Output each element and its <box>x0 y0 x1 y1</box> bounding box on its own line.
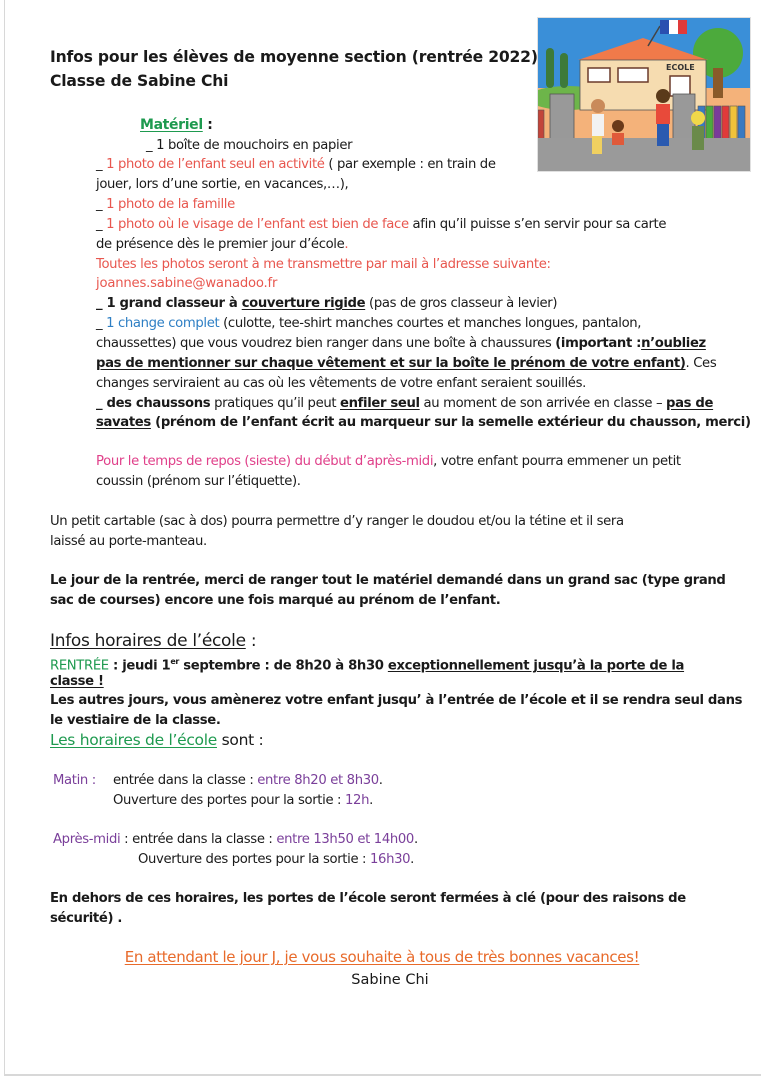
autres-jours-paragraph: Les autres jours, vous amènerez votre enfant jusqu’ à l’entrée de l’école et il se rendra seul dans <box>50 693 743 708</box>
cartable-paragraph-continuation: laissé au porte-manteau. <box>50 534 207 549</box>
list-item-continuation: pas de mentionner sur chaque vêtement et sur la boîte le prénom de votre enfant). Ces <box>96 356 717 371</box>
list-item: _ 1 photo de l’enfant seul en activité ( par exemple : en train de <box>96 157 496 172</box>
apres-midi-entree: Après-midi : entrée dans la classe : entre 13h50 et 14h00. <box>53 832 418 847</box>
apres-midi-sortie: Ouverture des portes pour la sortie : 16h30. <box>138 852 414 867</box>
list-item-continuation: de présence dès le premier jour d’école. <box>96 237 349 252</box>
signature: Sabine Chi <box>351 972 429 988</box>
materiel-heading <box>140 115 213 136</box>
list-item: _ 1 boîte de mouchoirs en papier <box>146 138 353 153</box>
list-item-continuation: savates (prénom de l’enfant écrit au marqueur sur la semelle extérieur du chausson, merci) <box>96 415 751 430</box>
rentree-bag-paragraph: Le jour de la rentrée, merci de ranger tout le matériel demandé dans un grand sac (type grand <box>50 573 726 588</box>
school-illustration-icon <box>537 17 751 172</box>
matin-sortie: Ouverture des portes pour la sortie : 12h. <box>113 793 373 808</box>
email-address[interactable]: joannes.sabine@wanadoo.fr <box>96 276 278 291</box>
closing-wish: En attendant le jour J, je vous souhaite à tous de très bonnes vacances! <box>124 948 640 966</box>
rentree-label: RENTRÉE <box>50 658 109 674</box>
list-item-continuation: jouer, lors d’une sortie, en vacances,…), <box>96 177 349 192</box>
highlight-text: 1 photo de la famille <box>106 197 235 212</box>
highlight-text: 1 photo où le visage de l’enfant <box>106 217 305 232</box>
rentree-line-continuation: classe ! <box>50 674 104 689</box>
list-item: _ 1 change complet (culotte, tee-shirt manches courtes et manches longues, pantalon, <box>96 316 642 331</box>
dehors-paragraph-continuation: sécurité) . <box>50 911 123 926</box>
photos-note: Toutes les photos seront à me transmettre par mail à l’adresse suivante: <box>96 257 551 272</box>
list-item: _ 1 photo de la famille <box>96 197 235 212</box>
list-item: _ 1 photo où le visage de l’enfant est bien de face afin qu’il puisse s’en servir pour sa carte <box>96 217 667 232</box>
rentree-bag-paragraph-continuation: sac de courses) encore une fois marqué au prénom de l’enfant. <box>50 593 501 608</box>
materiel-heading-text: Matériel <box>140 117 203 133</box>
list-item: _ des chaussons pratiques qu’il peut enfiler seul au moment de son arrivée en classe – pas de <box>96 396 714 411</box>
sieste-paragraph-continuation: coussin (prénom sur l’étiquette). <box>96 474 301 489</box>
matin-label: Matin : <box>53 773 96 788</box>
sieste-paragraph: Pour le temps de repos (sieste) du début d’après-midi, votre enfant pourra emmener un petit <box>96 454 681 469</box>
highlight-text: 1 photo de l’enfant seul en activité <box>106 157 325 172</box>
autres-jours-paragraph-continuation: le vestiaire de la classe. <box>50 713 221 728</box>
highlight-text: 1 change complet <box>106 316 220 331</box>
class-name: Classe de Sabine Chi <box>50 72 229 90</box>
horaires-heading: Infos horaires de l’école : <box>50 631 257 651</box>
underlined-text: couverture rigide <box>241 296 366 311</box>
dehors-paragraph: En dehors de ces horaires, les portes de l’école seront fermées à clé (pour des raisons de <box>50 891 686 906</box>
materiel-heading-colon: : <box>202 117 213 133</box>
cartable-paragraph: Un petit cartable (sac à dos) pourra permettre d’y ranger le doudou et/ou la tétine et il sera <box>50 514 624 529</box>
horaires-sont-line: Les horaires de l’école sont : <box>50 731 264 749</box>
rentree-line: RENTRÉE : jeudi 1er septembre : de 8h20 à 8h30 exceptionnellement jusqu’à la porte de la <box>50 657 685 674</box>
ecole-sign: ECOLE <box>666 63 695 72</box>
highlight-text: est bien de face <box>304 217 409 232</box>
list-item-continuation: changes serviraient au cas où les vêtements de votre enfant seraient souillés. <box>96 376 586 391</box>
list-item-continuation: chaussettes) que vous voudrez bien ranger dans une boîte à chaussures (important :n’oubliez <box>96 336 706 351</box>
matin-entree: entrée dans la classe : entre 8h20 et 8h30. <box>113 773 383 788</box>
horaires-heading-text: Infos horaires de l’école <box>50 631 246 651</box>
highlight-text: Pour le temps de repos (sieste) du début d’après-midi <box>96 454 434 469</box>
list-item: _ 1 grand classeur à couverture rigide (pas de gros classeur à levier) <box>96 296 558 311</box>
document-title: Infos pour les élèves de moyenne section (rentrée 2022) <box>50 48 538 66</box>
